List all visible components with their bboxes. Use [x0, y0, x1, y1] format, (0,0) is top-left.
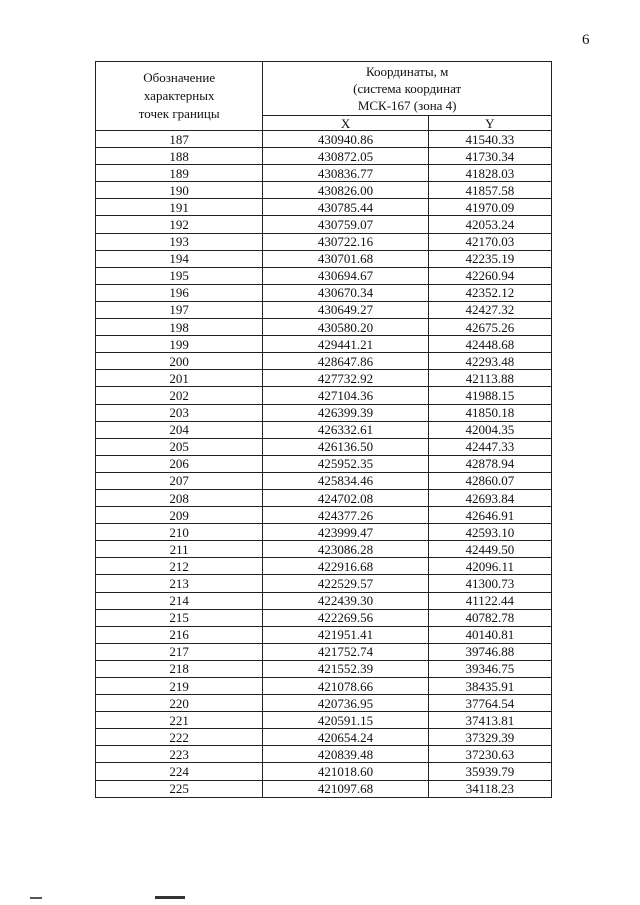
y-coordinate-cell: 41730.34 [428, 148, 551, 165]
y-coordinate-cell: 42113.88 [428, 370, 551, 387]
x-coordinate-cell: 427732.92 [263, 370, 428, 387]
point-cell: 212 [96, 558, 263, 575]
y-coordinate-cell: 41850.18 [428, 404, 551, 421]
point-cell: 217 [96, 643, 263, 660]
point-cell: 194 [96, 250, 263, 267]
x-coordinate-cell: 421552.39 [263, 660, 428, 677]
table-row [96, 319, 552, 336]
point-cell: 200 [96, 353, 263, 370]
point-cell: 201 [96, 370, 263, 387]
point-cell: 216 [96, 626, 263, 643]
coordinates-line-1: Координаты, м [365, 64, 449, 79]
y-coordinate-cell: 42675.26 [428, 319, 551, 336]
point-cell: 223 [96, 746, 263, 763]
x-coordinate-cell: 430722.16 [263, 233, 428, 250]
point-cell: 206 [96, 455, 263, 472]
table-row [96, 558, 552, 575]
x-coordinate-cell: 429441.21 [263, 336, 428, 353]
y-coordinate-cell: 37413.81 [428, 712, 551, 729]
point-cell: 215 [96, 609, 263, 626]
y-coordinate-cell: 42449.50 [428, 541, 551, 558]
y-coordinate-cell: 40140.81 [428, 626, 551, 643]
coordinates-table [95, 61, 552, 798]
scan-mark [155, 896, 185, 899]
x-coordinate-cell: 422916.68 [263, 558, 428, 575]
point-cell: 211 [96, 541, 263, 558]
x-coordinate-cell: 430670.34 [263, 284, 428, 301]
y-coordinate-cell: 42427.32 [428, 301, 551, 318]
table-row [96, 763, 552, 780]
y-coordinate-cell: 41828.03 [428, 165, 551, 182]
point-cell: 190 [96, 182, 263, 199]
y-coordinate-cell: 42646.91 [428, 507, 551, 524]
coordinates-header [263, 62, 552, 116]
x-coordinate-cell: 430826.00 [263, 182, 428, 199]
y-coordinate-cell: 42260.94 [428, 267, 551, 284]
table-row [96, 712, 552, 729]
y-column-header: Y [428, 116, 551, 131]
table-row [96, 780, 552, 797]
point-designation-line-3: точек границы [138, 106, 220, 121]
x-coordinate-cell: 430785.44 [263, 199, 428, 216]
y-coordinate-cell: 42860.07 [428, 472, 551, 489]
point-cell: 220 [96, 695, 263, 712]
point-cell: 197 [96, 301, 263, 318]
x-coordinate-cell: 430694.67 [263, 267, 428, 284]
point-cell: 221 [96, 712, 263, 729]
table-row [96, 746, 552, 763]
y-coordinate-cell: 42447.33 [428, 438, 551, 455]
page-number: 6 [582, 32, 590, 48]
x-coordinate-cell: 423086.28 [263, 541, 428, 558]
table-body [96, 131, 552, 798]
x-coordinate-cell: 422439.30 [263, 592, 428, 609]
y-coordinate-cell: 37230.63 [428, 746, 551, 763]
table-row [96, 472, 552, 489]
y-coordinate-cell: 42693.84 [428, 489, 551, 506]
point-cell: 204 [96, 421, 263, 438]
x-coordinate-cell: 426399.39 [263, 404, 428, 421]
table-row [96, 489, 552, 506]
x-coordinate-cell: 426332.61 [263, 421, 428, 438]
y-coordinate-cell: 40782.78 [428, 609, 551, 626]
y-coordinate-cell: 39346.75 [428, 660, 551, 677]
point-cell: 192 [96, 216, 263, 233]
point-cell: 207 [96, 472, 263, 489]
y-coordinate-cell: 34118.23 [428, 780, 551, 797]
y-coordinate-cell: 41988.15 [428, 387, 551, 404]
table-row [96, 609, 552, 626]
y-coordinate-cell: 41540.33 [428, 131, 551, 148]
y-coordinate-cell: 42293.48 [428, 353, 551, 370]
point-cell: 224 [96, 763, 263, 780]
x-coordinate-cell: 430872.05 [263, 148, 428, 165]
coordinates-line-2: (система координат [353, 81, 462, 96]
table-row [96, 660, 552, 677]
x-coordinate-cell: 427104.36 [263, 387, 428, 404]
y-coordinate-cell: 41300.73 [428, 575, 551, 592]
x-coordinate-cell: 428647.86 [263, 353, 428, 370]
table-row [96, 353, 552, 370]
y-coordinate-cell: 41857.58 [428, 182, 551, 199]
point-cell: 195 [96, 267, 263, 284]
point-cell: 218 [96, 660, 263, 677]
x-coordinate-cell: 420839.48 [263, 746, 428, 763]
y-coordinate-cell: 42878.94 [428, 455, 551, 472]
table-row [96, 729, 552, 746]
x-coordinate-cell: 430701.68 [263, 250, 428, 267]
y-coordinate-cell: 35939.79 [428, 763, 551, 780]
x-coordinate-cell: 424702.08 [263, 489, 428, 506]
point-cell: 189 [96, 165, 263, 182]
x-coordinate-cell: 430580.20 [263, 319, 428, 336]
point-cell: 208 [96, 489, 263, 506]
x-coordinate-cell: 420654.24 [263, 729, 428, 746]
table-row [96, 524, 552, 541]
y-coordinate-cell: 41970.09 [428, 199, 551, 216]
point-cell: 214 [96, 592, 263, 609]
x-coordinate-cell: 421752.74 [263, 643, 428, 660]
table-row [96, 541, 552, 558]
point-cell: 193 [96, 233, 263, 250]
table-row [96, 165, 552, 182]
x-coordinate-cell: 421951.41 [263, 626, 428, 643]
x-coordinate-cell: 420736.95 [263, 695, 428, 712]
y-coordinate-cell: 38435.91 [428, 678, 551, 695]
scan-mark [30, 897, 42, 899]
point-cell: 203 [96, 404, 263, 421]
point-designation-line-1: Обозначение [143, 70, 216, 85]
x-coordinate-cell: 430759.07 [263, 216, 428, 233]
y-coordinate-cell: 42593.10 [428, 524, 551, 541]
y-coordinate-cell: 42352.12 [428, 284, 551, 301]
y-coordinate-cell: 42053.24 [428, 216, 551, 233]
x-coordinate-cell: 424377.26 [263, 507, 428, 524]
y-coordinate-cell: 39746.88 [428, 643, 551, 660]
table-row [96, 182, 552, 199]
table-row [96, 301, 552, 318]
x-column-header: X [263, 116, 428, 131]
x-coordinate-cell: 425952.35 [263, 455, 428, 472]
point-cell: 196 [96, 284, 263, 301]
x-coordinate-cell: 430649.27 [263, 301, 428, 318]
y-coordinate-cell: 37764.54 [428, 695, 551, 712]
y-coordinate-cell: 42004.35 [428, 421, 551, 438]
point-cell: 219 [96, 678, 263, 695]
table-row [96, 626, 552, 643]
x-coordinate-cell: 426136.50 [263, 438, 428, 455]
point-cell: 225 [96, 780, 263, 797]
point-cell: 213 [96, 575, 263, 592]
table-row [96, 575, 552, 592]
x-coordinate-cell: 425834.46 [263, 472, 428, 489]
table-row [96, 507, 552, 524]
y-coordinate-cell: 42170.03 [428, 233, 551, 250]
x-coordinate-cell: 420591.15 [263, 712, 428, 729]
point-cell: 205 [96, 438, 263, 455]
x-coordinate-cell: 430940.86 [263, 131, 428, 148]
point-cell: 210 [96, 524, 263, 541]
table-row [96, 643, 552, 660]
x-coordinate-cell: 421078.66 [263, 678, 428, 695]
table-row [96, 387, 552, 404]
table-row [96, 233, 552, 250]
table-row [96, 455, 552, 472]
table-row [96, 695, 552, 712]
point-cell: 209 [96, 507, 263, 524]
point-cell: 191 [96, 199, 263, 216]
table-row [96, 284, 552, 301]
point-cell: 187 [96, 131, 263, 148]
table-header [96, 62, 552, 131]
table-row [96, 131, 552, 148]
table-row [96, 678, 552, 695]
coordinates-line-3: МСК-167 (зона 4) [357, 98, 457, 113]
table-row [96, 199, 552, 216]
x-coordinate-cell: 421097.68 [263, 780, 428, 797]
point-cell: 188 [96, 148, 263, 165]
table-row [96, 267, 552, 284]
table-row [96, 216, 552, 233]
point-cell: 222 [96, 729, 263, 746]
table-row [96, 592, 552, 609]
x-coordinate-cell: 430836.77 [263, 165, 428, 182]
y-coordinate-cell: 42235.19 [428, 250, 551, 267]
point-cell: 202 [96, 387, 263, 404]
point-cell: 198 [96, 319, 263, 336]
x-coordinate-cell: 422529.57 [263, 575, 428, 592]
table-row [96, 404, 552, 421]
table-row [96, 250, 552, 267]
x-coordinate-cell: 423999.47 [263, 524, 428, 541]
point-designation-line-2: характерных [143, 88, 215, 103]
point-designation-header [96, 62, 263, 131]
y-coordinate-cell: 42448.68 [428, 336, 551, 353]
point-cell: 199 [96, 336, 263, 353]
x-coordinate-cell: 422269.56 [263, 609, 428, 626]
table-row [96, 148, 552, 165]
table-row [96, 370, 552, 387]
y-coordinate-cell: 41122.44 [428, 592, 551, 609]
y-coordinate-cell: 37329.39 [428, 729, 551, 746]
y-coordinate-cell: 42096.11 [428, 558, 551, 575]
table-row [96, 421, 552, 438]
table-row [96, 438, 552, 455]
x-coordinate-cell: 421018.60 [263, 763, 428, 780]
table-row [96, 336, 552, 353]
